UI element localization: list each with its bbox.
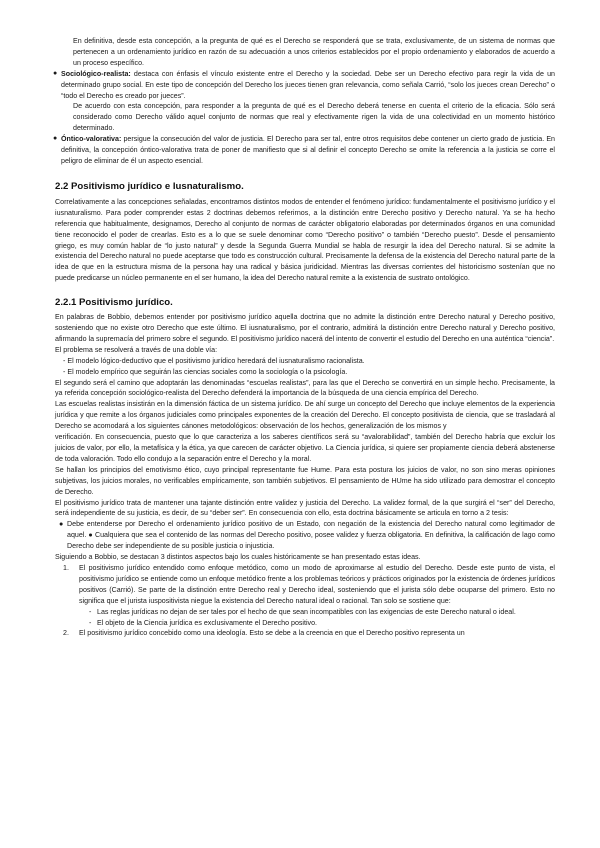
bullet-dot-icon: ● [53,69,58,77]
list-item: - El modelo empírico que seguirán las ciencias sociales como la sociología o la psicología. [63,367,348,376]
sub-list-item [55,607,555,618]
dash-marker: - [89,618,92,627]
bullet-extra: De acuerdo con esta concepción, para responder a la pregunta de qué es el Derecho deberá tenerse en cuenta el criterio de la eficacia. Sólo será considerado como Derecho válido aquel conjunto de normas que real y efectivamente rigen la vida de una colectividad en un momento histórico determinado. [73,102,555,133]
section-2-2-1-p8: Siguiendo a Bobbio, se destacan 3 distintos aspectos bajo los cuales históricamente se han presentado estas ideas. [55,553,421,562]
section-2-2-1-p2: El problema se resolverá a través de una doble vía: [55,345,218,354]
concepciones-list [55,69,555,167]
sub-item-text: El objeto de la Ciencia jurídica es exclusivamente el Derecho positivo. [97,618,318,627]
doble-via-list [55,356,555,378]
list-item: - El modelo lógico-deductivo que el positivismo jurídico heredará del iusnaturalismo racionalista. [63,356,365,365]
item-number: 2. [63,629,69,638]
item-text: El positivismo jurídico entendido como enfoque metódico, como un modo de aproximarse al estudio del Derecho. Desde este punto de vista, el positivismo jurídico se entiende como un enfoque metódico frente a los problemas teóricos y prácticos originados por la existencia de órdenes jurídicos positivos (Carrió). Se parte de la distinción entre Derecho real y Derecho ideal, sosteniendo que el jurista sólo debe ocuparse del primero. Esto no significa que el jurista iuspositivista niegue la existencia del Derecho natural ideal o racional. Tan solo se sostiene que: [79,563,555,605]
section-2-2-1-p3: El segundo será el camino que adoptarán las denominadas “escuelas realistas”, para las que el Derecho se convertirá en un simple hecho. Precisamente, la ya referida concepción sociológico-realista del Derecho defenderá la importancia de la búsqueda de una ciencia empírica del Derecho. [55,378,555,398]
intro-paragraph: En definitiva, desde esta concepción, a la pregunta de qué es el Derecho se responderá que se trata, exclusivamente, de un sistema de normas que pertenecen a un ordenamiento jurídico en razón de su adecuación a unos criterios establecidos por el propio ordenamiento y elaborados de acuerdo a un proceso específico. [73,37,555,67]
section-2-2-1-p6: Se hallan los principios del emotivismo ético, cuyo principal representante fue Hume. Para esta postura los juicios de valor, no son sino meras opiniones subjetivas, los juicios morales, no verificables empíricamente, son también subjetivos. El pensamiento de HUme ha sido utilizado para demostrar el concepto de Derecho. [55,465,555,496]
dash-marker: - [89,607,92,616]
section-2-2-1-p4: Las escuelas realistas insistirán en la dimensión fáctica de un sistema jurídico. De ahí surge un concepto del Derecho que incluye elementos de la experiencia jurídica y que remite a los órganos judiciales como principales exponentes de la creación del Derecho. El concepto positivista de ciencia, que se trasladará al Derecho se acomodará a los siguientes cánones metodológicos: observación de los hechos, generalización de los mismos y [55,400,555,431]
section-2-2-paragraph: Correlativamente a las concepciones señaladas, encontramos distintos modos de entender el fenómeno jurídico: fundamentalmente el positivismo jurídico y el iusnaturalismo. Para poder comprender estas 2 doctrinas debemos referirnos, a la distinción entre Derecho positivo y Derecho natural. Ya se ha hecho referencia que habitualmente, designamos, Derecho al conjunto de normas de carácter obligatorio elaboradas por determinados órganos en una comunidad tiene reconocido el poder de crearlas. Esto es a lo que se suele denominar como “Derecho positivo” o también “Derecho puesto”. Desde el pensamiento griego, es muy común hablar de “lo justo natural” y desde la Segunda Guerra Mundial se habla de resurgir la idea del Derecho natural. Si se admite la existencia del Derecho natural no puede aceptarse que todo es construcción cultural. Precisamente la defensa de la existencia del Derecho natural parte de la idea de que en la estructura misma de la persona hay una radical y básica juridicidad. Mientras las diversas corrientes del historicismo sostenían que no puede predicarse un núcleo permanente en el ser humano, la idea del Derecho natural remite a la existencia de sustrato ontológico. [55,197,555,283]
sub-item-text: Las reglas jurídicas no dejan de ser tales por el hecho de que sean incompatibles con las exigencias de este Derecho natural o ideal. [97,607,516,616]
tesis-bullets [55,519,555,552]
bullet-ontico-valorativa [55,134,555,167]
document-page [55,36,555,639]
tesis-text: Debe entenderse por Derecho el ordenamiento jurídico positivo de un Estado, con negación de la existencia del Derecho natural como legitimador de aquel. ● Cualquiera que sea el contenido de las normas del Derecho positivo, posee validez y fuerza obligatoria. En definitiva, la calificación de lago como Derecho debe ser independiente de su posible justicia o injusticia. [67,520,555,551]
numbered-list [55,563,555,639]
numbered-item-1 [55,563,555,607]
section-2-2-1-p1: En palabras de Bobbio, debemos entender por positivismo jurídico aquella doctrina que no admite la distinción entre Derecho natural y Derecho positivo, sosteniendo que no existe otro Derecho que este último. El iusnaturalismo, por el contrario, admitirá la distinción entre Derecho natural y Derecho positivo, afirmando la supremacía del primero sobre el segundo. El positivismo jurídico nacerá del intento de convertir el estudio del Derecho en una auténtica “ciencia”. [55,313,555,343]
item-number: 1. [63,563,69,572]
bullet-term: Sociológico-realista: [61,69,131,78]
bullet-sociologico-realista [55,69,555,134]
bullet-dot-icon: ● [53,135,58,143]
bullet-term: Óntico-valorativa: [61,135,122,144]
section-title-2-2-1: 2.2.1 Positivismo jurídico. [55,297,173,309]
item-text: El positivismo jurídico concebido como una ideología. Esto se debe a la creencia en que el Derecho positivo representa un [79,629,465,638]
section-2-2-1-p5: verificación. En consecuencia, puesto que lo que caracteriza a los saberes científicos será su “avalorabilidad”, también del Derecho habría que excluir los juicios de valor, por ello, la metafísica y la ética, ya que carecen de carácter objetivo. La Ciencia jurídica, si quiere ser propiamente ciencia deberá abstenerse de toda valoración. Todo ello condujo a la separación entre el Derecho y la moral. [55,433,555,463]
section-title-2-2: 2.2 Positivismo jurídico e Iusnaturalismo. [55,180,244,192]
bullet-dot-icon: ● [59,520,64,529]
numbered-item-2 [55,628,555,639]
bullet-text: persigue la consecución del valor de justicia. El Derecho para ser tal, entre otros requisitos debe contener un cierto grado de justicia. En definitiva, la concepción óntico-valorativa trata de poner de manifiesto que si al definir el concepto Derecho se omite la referencia a la justicia se corre el peligro de eliminar de él un aspecto esencial. [61,135,555,165]
sub-list-item [55,618,555,629]
section-2-2-1-p7: El positivismo jurídico trata de mantener una tajante distinción entre validez y justicia del Derecho. La validez formal, de la que surgirá el “ser” del Derecho, será independiente de su justicia, es decir, de su “deber ser”. En consecuencia con ello, esta doctrina básicamente se articula en torno a 2 tesis: [55,498,555,518]
bullet-text: destaca con énfasis el vínculo existente entre el Derecho y la sociedad. Debe ser un Derecho efectivo para regir la vida de un determinado grupo social. En este tipo de concepción del Derecho los jueces tienen gran relevancia, como señala Carrió, “solo los jueces crean Derecho” o “todo el Derecho es creado por jueces”. [61,69,555,100]
